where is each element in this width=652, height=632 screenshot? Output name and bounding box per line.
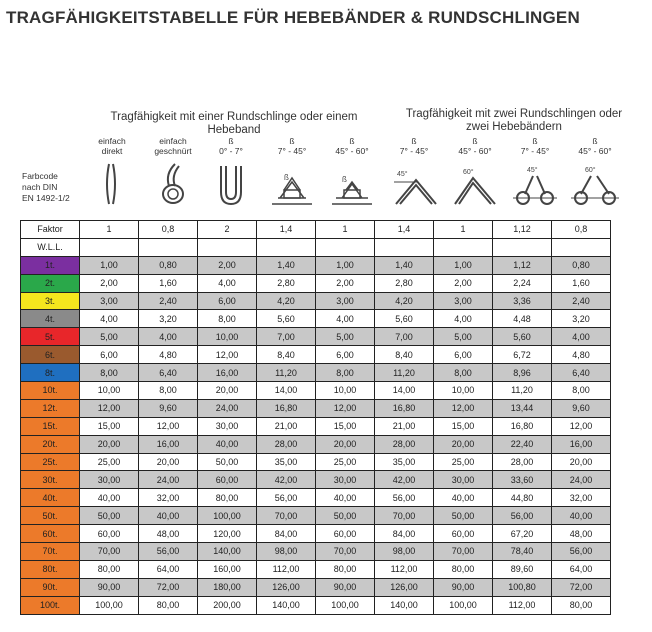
- table-cell: 80,00: [434, 560, 493, 578]
- table-cell: 25,00: [316, 453, 375, 471]
- table-cell: 12,00: [139, 417, 198, 435]
- column-heading-line1: ß: [472, 136, 478, 146]
- table-cell: 40,00: [80, 489, 139, 507]
- table-cell: 126,00: [375, 578, 434, 596]
- table-cell: 64,00: [552, 560, 611, 578]
- table-cell: 140,00: [375, 596, 434, 614]
- section-double-heading: [398, 108, 630, 134]
- table-cell: 1,00: [80, 256, 139, 274]
- column-heading: [386, 136, 442, 156]
- table-cell: 40,00: [139, 507, 198, 525]
- column-heading-line2: 7° - 45°: [277, 146, 307, 156]
- table-cell: 4,20: [375, 292, 434, 310]
- table-cell: 2,00: [316, 274, 375, 292]
- table-cell: 30,00: [80, 471, 139, 489]
- svg-text:ß: ß: [284, 173, 289, 182]
- table-row: [21, 310, 611, 328]
- table-cell: 28,00: [375, 435, 434, 453]
- column-heading-line1: ß: [532, 136, 538, 146]
- table-cell: 16,80: [493, 417, 552, 435]
- table-cell: 1: [434, 221, 493, 239]
- svg-text:60°: 60°: [463, 169, 474, 176]
- table-cell: 84,00: [375, 525, 434, 543]
- table-cell: 5,00: [80, 328, 139, 346]
- table-cell: 24,00: [139, 471, 198, 489]
- row-label: 90t.: [21, 578, 80, 596]
- column-heading: [145, 136, 201, 156]
- table-cell: 48,00: [552, 525, 611, 543]
- column-heading-line1: ß: [228, 136, 234, 146]
- table-cell: 180,00: [198, 578, 257, 596]
- table-row: [21, 560, 611, 578]
- table-cell: 200,00: [198, 596, 257, 614]
- table-cell: 60,00: [434, 525, 493, 543]
- row-label: 40t.: [21, 489, 80, 507]
- table-cell: 8,00: [139, 382, 198, 400]
- column-heading-line2: 45° - 60°: [578, 146, 612, 156]
- table-cell: 64,00: [139, 560, 198, 578]
- table-row: [21, 382, 611, 400]
- column-heading: [264, 136, 320, 156]
- table-cell: 5,60: [375, 310, 434, 328]
- table-cell: 48,00: [139, 525, 198, 543]
- basket-load-45-60-icon: [324, 160, 380, 208]
- table-cell: 44,80: [493, 489, 552, 507]
- table-cell: 20,00: [552, 453, 611, 471]
- load-table: [20, 220, 611, 615]
- row-label: 5t.: [21, 328, 80, 346]
- table-cell: 25,00: [80, 453, 139, 471]
- table-cell: 1: [80, 221, 139, 239]
- column-heading-line1: ß: [289, 136, 295, 146]
- table-cell: 140,00: [198, 543, 257, 561]
- basket-sling-icon: [203, 160, 259, 208]
- column-heading-line1: einfach: [159, 136, 187, 146]
- table-cell: 16,80: [375, 399, 434, 417]
- column-heading-line2: 0° - 7°: [219, 146, 243, 156]
- table-cell: 8,40: [257, 346, 316, 364]
- table-cell: 28,00: [257, 435, 316, 453]
- table-cell: 40,00: [316, 489, 375, 507]
- farbcode-label: [22, 171, 70, 204]
- svg-text:45°: 45°: [527, 167, 538, 174]
- table-cell: 9,60: [139, 399, 198, 417]
- table-cell: 32,00: [552, 489, 611, 507]
- table-cell: 50,00: [316, 507, 375, 525]
- table-cell: 89,60: [493, 560, 552, 578]
- table-cell: 15,00: [316, 417, 375, 435]
- table-cell: 20,00: [316, 435, 375, 453]
- table-cell: 1,00: [316, 256, 375, 274]
- table-cell: 56,00: [552, 543, 611, 561]
- table-cell: 100,00: [198, 507, 257, 525]
- row-label: 3t.: [21, 292, 80, 310]
- table-row: [21, 256, 611, 274]
- column-heading-line1: ß: [592, 136, 598, 146]
- table-cell: 50,00: [434, 507, 493, 525]
- table-cell: 42,00: [257, 471, 316, 489]
- row-label: 20t.: [21, 435, 80, 453]
- table-cell: 2,24: [493, 274, 552, 292]
- table-cell: 20,00: [80, 435, 139, 453]
- column-heading-line1: ß: [349, 136, 355, 146]
- table-cell: 1,4: [257, 221, 316, 239]
- table-cell: [493, 238, 552, 256]
- table-cell: 16,80: [257, 399, 316, 417]
- table-cell: [198, 238, 257, 256]
- table-cell: 20,00: [198, 382, 257, 400]
- farbcode-line3: EN 1492-1/2: [22, 193, 70, 203]
- row-label: 15t.: [21, 417, 80, 435]
- table-cell: 3,20: [552, 310, 611, 328]
- table-cell: 42,00: [375, 471, 434, 489]
- row-label: 6t.: [21, 346, 80, 364]
- table-row: [21, 274, 611, 292]
- table-cell: [375, 238, 434, 256]
- table-cell: 9,60: [552, 399, 611, 417]
- table-cell: 12,00: [316, 399, 375, 417]
- table-cell: 80,00: [552, 596, 611, 614]
- page-title: TRAGFÄHIGKEITSTABELLE FÜR HEBEBÄNDER & RUNDSCHLINGEN: [6, 8, 580, 27]
- table-cell: 12,00: [198, 346, 257, 364]
- table-row: [21, 596, 611, 614]
- table-cell: 120,00: [198, 525, 257, 543]
- table-cell: 0,8: [552, 221, 611, 239]
- table-cell: 5,60: [257, 310, 316, 328]
- table-cell: 60,00: [198, 471, 257, 489]
- table-cell: 60,00: [316, 525, 375, 543]
- table-cell: 11,20: [493, 382, 552, 400]
- table-cell: 30,00: [434, 471, 493, 489]
- column-heading: [203, 136, 259, 156]
- table-cell: 4,00: [434, 310, 493, 328]
- svg-text:60°: 60°: [585, 167, 596, 174]
- table-cell: 1,12: [493, 221, 552, 239]
- table-cell: 10,00: [316, 382, 375, 400]
- two-leg-45-icon: [386, 160, 442, 208]
- table-cell: 2: [198, 221, 257, 239]
- table-cell: 14,00: [257, 382, 316, 400]
- svg-text:ß: ß: [342, 175, 347, 184]
- wll-row: [21, 238, 611, 256]
- table-cell: 12,00: [434, 399, 493, 417]
- table-row: [21, 453, 611, 471]
- section-single-heading: Tragfähigkeit mit einer Rundschlinge oder einem Hebeband: [110, 111, 358, 136]
- table-cell: 15,00: [80, 417, 139, 435]
- table-cell: [80, 238, 139, 256]
- table-cell: 6,00: [434, 346, 493, 364]
- table-row: [21, 417, 611, 435]
- table-row: [21, 543, 611, 561]
- table-cell: 90,00: [316, 578, 375, 596]
- table-cell: 24,00: [198, 399, 257, 417]
- table-cell: 6,40: [552, 364, 611, 382]
- table-cell: 1,00: [434, 256, 493, 274]
- choked-sling-icon: [145, 160, 201, 208]
- table-cell: 4,00: [80, 310, 139, 328]
- table-cell: 4,80: [139, 346, 198, 364]
- table-cell: 21,00: [257, 417, 316, 435]
- table-cell: 10,00: [198, 328, 257, 346]
- table-cell: 90,00: [434, 578, 493, 596]
- section-double-line2: zwei Hebebändern: [466, 121, 562, 133]
- table-cell: 98,00: [257, 543, 316, 561]
- table-cell: 100,00: [434, 596, 493, 614]
- table-cell: 50,00: [80, 507, 139, 525]
- column-heading: [567, 136, 623, 156]
- table-cell: 67,20: [493, 525, 552, 543]
- table-cell: 5,60: [493, 328, 552, 346]
- table-cell: 1,4: [375, 221, 434, 239]
- table-cell: 5,00: [316, 328, 375, 346]
- table-cell: 8,00: [198, 310, 257, 328]
- two-basket-45-icon: [507, 160, 563, 208]
- table-cell: 8,40: [375, 346, 434, 364]
- table-cell: 70,00: [375, 507, 434, 525]
- table-cell: 11,20: [375, 364, 434, 382]
- table-cell: [257, 238, 316, 256]
- two-basket-60-icon: [567, 160, 623, 208]
- table-cell: 100,80: [493, 578, 552, 596]
- table-cell: 140,00: [257, 596, 316, 614]
- table-cell: 16,00: [198, 364, 257, 382]
- table-row: [21, 435, 611, 453]
- table-cell: 72,00: [139, 578, 198, 596]
- row-label: 4t.: [21, 310, 80, 328]
- farbcode-line2: nach DIN: [22, 182, 58, 192]
- table-cell: 4,00: [552, 328, 611, 346]
- table-cell: [139, 238, 198, 256]
- table-cell: 1,12: [493, 256, 552, 274]
- table-row: [21, 346, 611, 364]
- table-cell: 5,00: [434, 328, 493, 346]
- table-cell: 60,00: [80, 525, 139, 543]
- table-cell: [316, 238, 375, 256]
- table-cell: 8,00: [552, 382, 611, 400]
- table-cell: 1: [316, 221, 375, 239]
- table-cell: 40,00: [434, 489, 493, 507]
- row-label: 60t.: [21, 525, 80, 543]
- table-cell: 3,00: [80, 292, 139, 310]
- table-cell: 14,00: [375, 382, 434, 400]
- table-cell: 35,00: [375, 453, 434, 471]
- table-cell: 25,00: [434, 453, 493, 471]
- column-heading-line2: 7° - 45°: [399, 146, 429, 156]
- column-heading-line2: 45° - 60°: [458, 146, 492, 156]
- table-cell: 70,00: [434, 543, 493, 561]
- table-row: [21, 292, 611, 310]
- table-row: [21, 578, 611, 596]
- row-label: Faktor: [21, 221, 80, 239]
- table-cell: 112,00: [493, 596, 552, 614]
- table-cell: 72,00: [552, 578, 611, 596]
- column-heading-line2: 7° - 45°: [520, 146, 550, 156]
- table-cell: 98,00: [375, 543, 434, 561]
- table-cell: 0,80: [139, 256, 198, 274]
- table-cell: 3,00: [316, 292, 375, 310]
- table-cell: 2,40: [552, 292, 611, 310]
- table-cell: 21,00: [375, 417, 434, 435]
- table-cell: 1,40: [375, 256, 434, 274]
- table-cell: 10,00: [80, 382, 139, 400]
- table-cell: 126,00: [257, 578, 316, 596]
- table-cell: 8,00: [434, 364, 493, 382]
- table-cell: 80,00: [198, 489, 257, 507]
- table-cell: 90,00: [80, 578, 139, 596]
- row-label: W.L.L.: [21, 238, 80, 256]
- table-cell: 6,00: [316, 346, 375, 364]
- row-label: 70t.: [21, 543, 80, 561]
- table-cell: 6,00: [198, 292, 257, 310]
- table-cell: 8,00: [316, 364, 375, 382]
- basket-load-7-45-icon: [264, 160, 320, 208]
- column-heading-line2: 45° - 60°: [335, 146, 369, 156]
- table-cell: 13,44: [493, 399, 552, 417]
- table-cell: 100,00: [316, 596, 375, 614]
- table-cell: 4,20: [257, 292, 316, 310]
- table-cell: 30,00: [198, 417, 257, 435]
- column-heading-line1: ß: [411, 136, 417, 146]
- two-leg-60-icon: [447, 160, 503, 208]
- table-cell: 80,00: [80, 560, 139, 578]
- table-cell: 3,20: [139, 310, 198, 328]
- table-cell: 6,00: [80, 346, 139, 364]
- table-cell: 16,00: [139, 435, 198, 453]
- row-label: 1t.: [21, 256, 80, 274]
- table-cell: 56,00: [493, 507, 552, 525]
- row-label: 80t.: [21, 560, 80, 578]
- farbcode-line1: Farbcode: [22, 171, 58, 181]
- table-cell: 4,00: [198, 274, 257, 292]
- table-cell: 10,00: [434, 382, 493, 400]
- column-heading-line2: geschnürt: [154, 146, 192, 156]
- table-cell: 3,00: [434, 292, 493, 310]
- table-cell: 2,00: [434, 274, 493, 292]
- column-heading-line1: einfach: [98, 136, 126, 146]
- table-cell: 70,00: [80, 543, 139, 561]
- table-cell: 40,00: [198, 435, 257, 453]
- table-cell: 32,00: [139, 489, 198, 507]
- table-cell: 12,00: [552, 417, 611, 435]
- table-cell: 50,00: [198, 453, 257, 471]
- table-cell: 24,00: [552, 471, 611, 489]
- table-row: [21, 399, 611, 417]
- table-cell: 4,00: [316, 310, 375, 328]
- table-cell: 7,00: [257, 328, 316, 346]
- table-cell: 2,80: [257, 274, 316, 292]
- table-cell: 2,00: [80, 274, 139, 292]
- table-cell: 112,00: [257, 560, 316, 578]
- table-cell: 15,00: [434, 417, 493, 435]
- table-cell: 1,60: [139, 274, 198, 292]
- table-cell: 70,00: [316, 543, 375, 561]
- row-label: 8t.: [21, 364, 80, 382]
- table-cell: 80,00: [316, 560, 375, 578]
- row-label: 50t.: [21, 507, 80, 525]
- table-row: [21, 471, 611, 489]
- table-cell: 22,40: [493, 435, 552, 453]
- table-cell: 78,40: [493, 543, 552, 561]
- table-cell: 80,00: [139, 596, 198, 614]
- table-row: [21, 507, 611, 525]
- table-cell: 56,00: [257, 489, 316, 507]
- table-cell: 8,96: [493, 364, 552, 382]
- column-heading: [447, 136, 503, 156]
- table-cell: 84,00: [257, 525, 316, 543]
- table-cell: 2,40: [139, 292, 198, 310]
- table-cell: 4,00: [139, 328, 198, 346]
- table-cell: 0,8: [139, 221, 198, 239]
- table-row: [21, 489, 611, 507]
- table-cell: 3,36: [493, 292, 552, 310]
- table-row: [21, 328, 611, 346]
- table-cell: 30,00: [316, 471, 375, 489]
- table-cell: 56,00: [375, 489, 434, 507]
- table-cell: 7,00: [375, 328, 434, 346]
- straight-sling-icon: [83, 160, 139, 208]
- column-heading: [324, 136, 380, 156]
- table-cell: 11,20: [257, 364, 316, 382]
- svg-text:45°: 45°: [397, 171, 408, 178]
- table-cell: [434, 238, 493, 256]
- column-heading: [507, 136, 563, 156]
- column-heading: [84, 136, 140, 156]
- row-label: 2t.: [21, 274, 80, 292]
- table-cell: 35,00: [257, 453, 316, 471]
- table-cell: 100,00: [80, 596, 139, 614]
- table-cell: 16,00: [552, 435, 611, 453]
- table-cell: 1,60: [552, 274, 611, 292]
- table-cell: 2,80: [375, 274, 434, 292]
- table-cell: 28,00: [493, 453, 552, 471]
- column-heading-line2: direkt: [101, 146, 123, 156]
- row-label: 12t.: [21, 399, 80, 417]
- table-cell: 0,80: [552, 256, 611, 274]
- table-row: [21, 525, 611, 543]
- table-cell: 4,48: [493, 310, 552, 328]
- row-label: 100t.: [21, 596, 80, 614]
- row-label: 25t.: [21, 453, 80, 471]
- table-cell: [552, 238, 611, 256]
- row-label: 30t.: [21, 471, 80, 489]
- table-cell: 56,00: [139, 543, 198, 561]
- table-cell: 4,80: [552, 346, 611, 364]
- table-cell: 8,00: [80, 364, 139, 382]
- table-cell: 20,00: [434, 435, 493, 453]
- table-cell: 20,00: [139, 453, 198, 471]
- table-cell: 2,00: [198, 256, 257, 274]
- row-label: 10t.: [21, 382, 80, 400]
- table-cell: 40,00: [552, 507, 611, 525]
- table-cell: 12,00: [80, 399, 139, 417]
- table-cell: 160,00: [198, 560, 257, 578]
- faktor-row: [21, 221, 611, 239]
- table-row: [21, 364, 611, 382]
- table-cell: 33,60: [493, 471, 552, 489]
- table-cell: 112,00: [375, 560, 434, 578]
- table-cell: 70,00: [257, 507, 316, 525]
- table-cell: 6,72: [493, 346, 552, 364]
- section-double-line1: Tragfähigkeit mit zwei Rundschlingen oder: [405, 108, 623, 120]
- table-cell: 6,40: [139, 364, 198, 382]
- table-cell: 1,40: [257, 256, 316, 274]
